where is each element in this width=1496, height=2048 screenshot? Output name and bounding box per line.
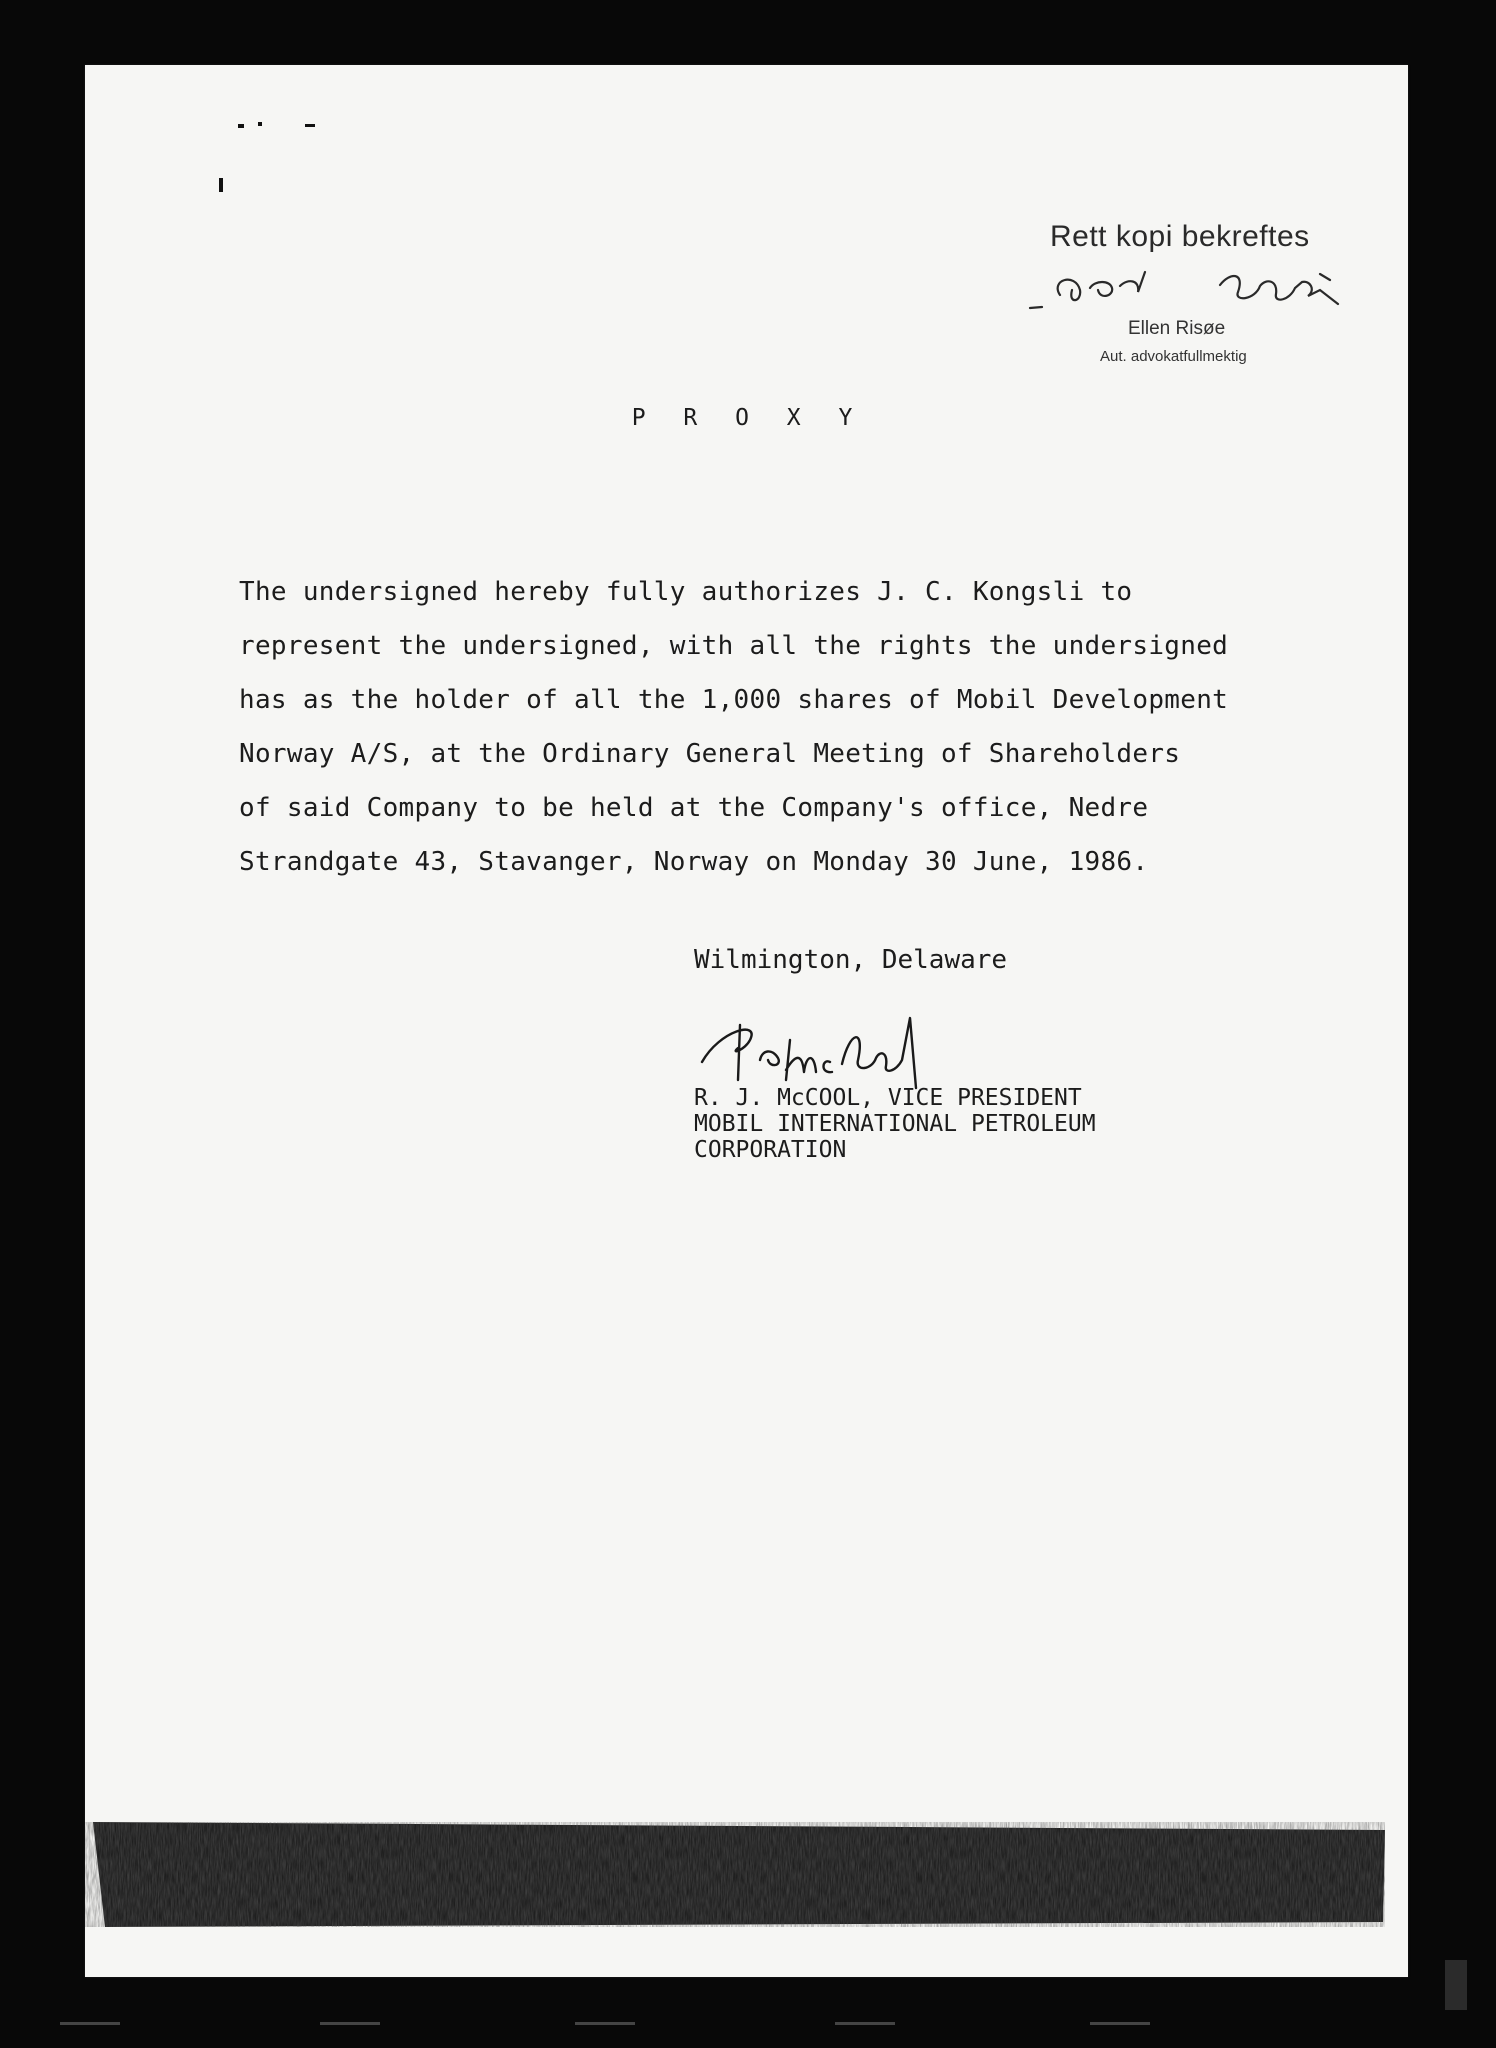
- handwritten-signature-icon: [690, 1000, 1020, 1095]
- signatory-block: [694, 1085, 1096, 1163]
- body-line: has as the holder of all the 1,000 shares of Mobil Development: [239, 685, 1229, 715]
- body-line: The undersigned hereby fully authorizes J. C. Kongsli to: [239, 577, 1133, 607]
- stamp-title: Rett kopi bekreftes: [1050, 220, 1310, 253]
- frame-mark: [1445, 1960, 1467, 2010]
- document-title: P R O X Y: [631, 405, 865, 431]
- body-paragraph: [239, 565, 1299, 889]
- stamp-role: Aut. advokatfullmektig: [1100, 348, 1247, 365]
- place-of-signing: Wilmington, Delaware: [694, 945, 1008, 975]
- stamp-signature-icon: [1020, 250, 1360, 325]
- scan-speck: [258, 122, 262, 126]
- signatory-line: R. J. McCOOL, VICE PRESIDENT: [694, 1085, 1082, 1111]
- stamp-name: Ellen Risøe: [1128, 318, 1226, 339]
- frame-mark: [835, 2022, 895, 2025]
- frame-mark: [1090, 2022, 1150, 2025]
- body-line: represent the undersigned, with all the rights the undersigned: [239, 631, 1229, 661]
- frame-mark: [320, 2022, 380, 2025]
- body-line: Norway A/S, at the Ordinary General Meeting of Shareholders: [239, 739, 1181, 769]
- scan-speck: [219, 178, 223, 192]
- frame-mark: [575, 2022, 635, 2025]
- signatory-line: MOBIL INTERNATIONAL PETROLEUM: [694, 1111, 1096, 1137]
- body-line: Strandgate 43, Stavanger, Norway on Monday 30 June, 1986.: [239, 847, 1149, 877]
- certification-stamp: [960, 110, 1400, 365]
- frame-mark: [60, 2022, 120, 2025]
- scan-artifact-band: [85, 1822, 1385, 1927]
- scan-speck: [238, 124, 244, 128]
- body-line: of said Company to be held at the Company's office, Nedre: [239, 793, 1149, 823]
- scan-speck: [305, 124, 315, 127]
- signatory-line: CORPORATION: [694, 1137, 847, 1163]
